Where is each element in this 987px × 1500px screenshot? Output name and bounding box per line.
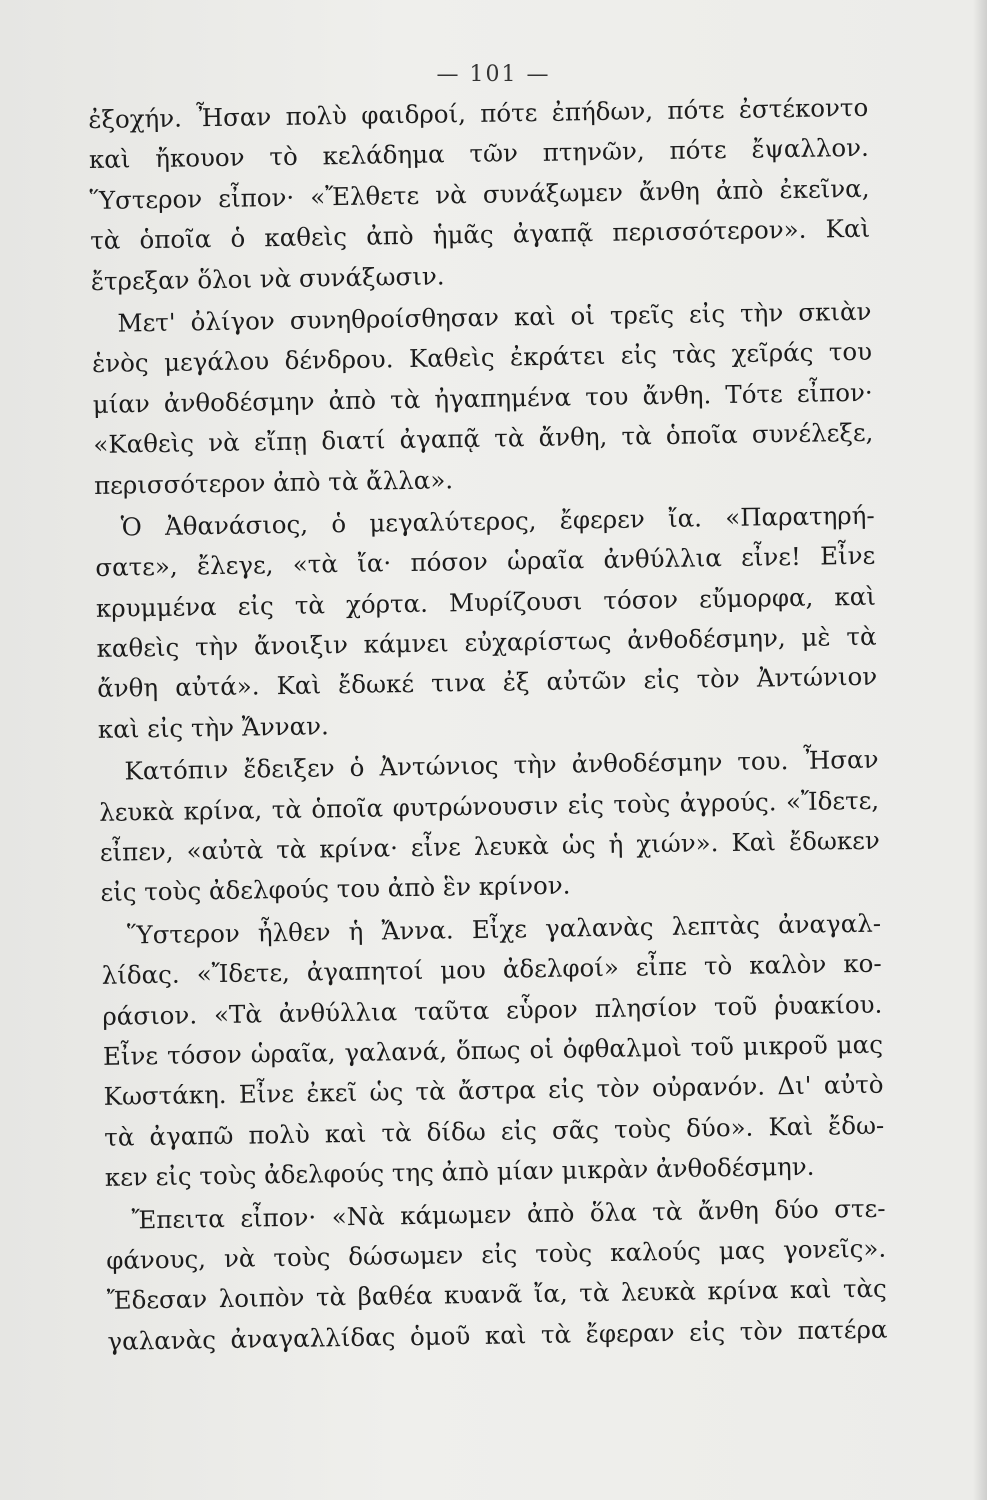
text-line: κεν εἰς τοὺς ἀδελφούς της ἀπὸ μίαν μικρὰν ἀνθοδέσμην. — [104, 1151, 815, 1193]
spine-shadow — [973, 0, 987, 1500]
text-line: κρυμμένα εἰς τὰ χόρτα. Μυρίζουσι τόσον εὔμορφα, καὶ — [95, 581, 877, 623]
text-line: ἄνθη αὐτά». Καὶ ἔδωκέ τινα ἐξ αὐτῶν εἰς τὸν Ἀντώνιον — [97, 662, 878, 704]
text-line: σατε», ἔλεγε, «τὰ ἴα· πόσον ὡραῖα ἀνθύλλια εἶνε! Εἶνε — [95, 540, 876, 583]
text-line: Ὕστερον ἦλθεν ἡ Ἄννα. Εἶχε γαλανὰς λεπτὰς ἀναγαλ- — [126, 908, 882, 950]
text-line: καθεὶς τὴν ἄνοιξιν κάμνει εὐχαρίστως ἀνθοδέσμην, μὲ τὰ — [96, 621, 877, 664]
text-line: Μετ' ὀλίγον συνηθροίσθησαν καὶ οἱ τρεῖς εἰς τὴν σκιὰν — [117, 296, 872, 338]
text-line: μίαν ἀνθοδέσμην ἀπὸ τὰ ἠγαπημένα του ἄνθη. Τότε εἶπον· — [92, 377, 873, 419]
text-line: Ὕστερον εἶπον· «Ἔλθετε νὰ συνάξωμεν ἄνθη ἀπὸ ἐκεῖνα, — [89, 173, 870, 215]
text-line: Ἔδεσαν λοιπὸν τὰ βαθέα κυανᾶ ἴα, τὰ λευκὰ κρίνα καὶ τὰς — [106, 1273, 887, 1316]
text-line: ἑνὸς μεγάλου δένδρου. Καθεὶς ἐκράτει εἰς τὰς χεῖράς του — [91, 337, 873, 379]
body-text — [88, 88, 888, 1362]
text-line: Κατόπιν ἔδειξεν ὁ Ἀντώνιος τὴν ἀνθοδέσμην του. Ἦσαν — [124, 744, 879, 786]
text-line: Κωστάκη. Εἶνε ἐκεῖ ὡς τὰ ἄστρα εἰς τὸν οὐρανόν. Δι' αὐτὸ — [103, 1070, 884, 1112]
text-line: τὰ ἀγαπῶ πολὺ καὶ τὰ δίδω εἰς σᾶς τοὺς δύο». Καὶ ἔδω- — [104, 1110, 885, 1152]
text-line: Ἔπειτα εἶπον· «Νὰ κάμωμεν ἀπὸ ὅλα τὰ ἄνθη δύο στε- — [131, 1193, 886, 1234]
text-line: τὰ ὁποῖα ὁ καθεὶς ἀπὸ ἡμᾶς ἀγαπᾷ περισσότερον». Καὶ — [89, 213, 871, 256]
text-line: ἐξοχήν. Ἦσαν πολὺ φαιδροί, πότε ἐπήδων, πότε ἐστέκοντο — [88, 92, 869, 134]
text-line: Εἶνε τόσον ὡραῖα, γαλανά, ὅπως οἱ ὀφθαλμοὶ τοῦ μικροῦ μας — [102, 1029, 884, 1071]
text-line: ράσιον. «Τὰ ἀνθύλλια ταῦτα εὗρον πλησίον τοῦ ῥυακίου. — [102, 989, 883, 1031]
text-line: «Καθεὶς νὰ εἴπῃ διατί ἀγαπᾷ τὰ ἄνθη, τὰ ὁποῖα συνέλεξε, — [93, 417, 874, 460]
page-number: — 101 — — [436, 62, 551, 87]
text-line: λίδας. «Ἴδετε, ἀγαπητοί μου ἀδελφοί» εἶπε τὸ καλὸν κο- — [101, 948, 882, 991]
text-line: εἰς τοὺς ἀδελφούς του ἀπὸ ἓν κρίνον. — [100, 870, 571, 908]
text-line: ἔτρεξαν ὅλοι νὰ συνάξωσιν. — [90, 260, 445, 296]
text-line: φάνους, νὰ τοὺς δώσωμεν εἰς τοὺς καλούς μας γονεῖς». — [105, 1233, 887, 1275]
text-line: εἶπεν, «αὐτὰ τὰ κρίνα· εἶνε λευκὰ ὡς ἡ χιών». Καὶ ἔδωκεν — [99, 825, 880, 867]
text-line: καὶ εἰς τὴν Ἄνναν. — [97, 711, 330, 744]
text-line: λευκὰ κρίνα, τὰ ὁποῖα φυτρώνουσιν εἰς τοὺς ἀγρούς. «Ἴδετε, — [98, 785, 880, 827]
text-line: καὶ ἤκουον τὸ κελάδημα τῶν πτηνῶν, πότε ἔψαλλον. — [88, 133, 870, 175]
text-line: γαλανὰς ἀναγαλλίδας ὁμοῦ καὶ τὰ ἔφεραν εἰς τὸν πατέρα — [107, 1314, 888, 1356]
text-line: Ὁ Ἀθανάσιος, ὁ μεγαλύτερος, ἔφερεν ἴα. «Παρατηρή- — [120, 500, 875, 542]
text-line: περισσότερον ἀπὸ τὰ ἄλλα». — [93, 464, 454, 500]
